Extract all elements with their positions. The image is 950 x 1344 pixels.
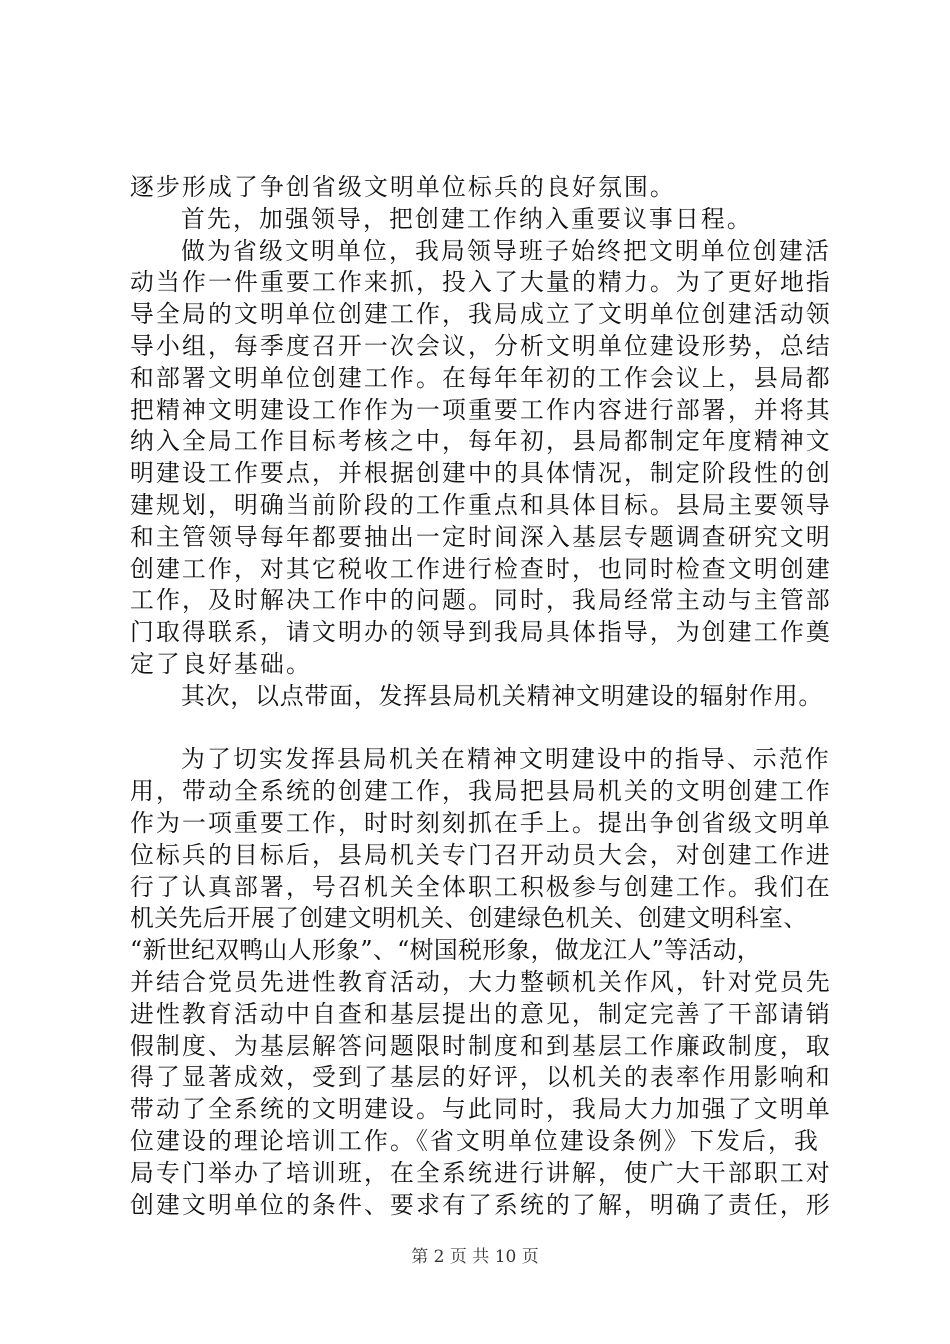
page-number-footer: 第 2 页 共 10 页: [411, 1247, 539, 1267]
text-line: 机关先后开展了创建文明机关、创建绿色机关、创建文明科室、: [130, 904, 808, 933]
text-line: 纳入全局工作目标考核之中，每年初，县局都制定年度精神文: [130, 427, 832, 456]
text-line: 和部署文明单位创建工作。在每年年初的工作会议上，县局都: [130, 363, 832, 392]
text-line: 导全局的文明单位创建工作，我局成立了文明单位创建活动领: [130, 300, 832, 329]
paragraph-heading: 首先，加强领导，把创建工作纳入重要议事日程。: [181, 204, 753, 233]
text-line: 位建设的理论培训工作。《省文明单位建设条例》下发后，我: [130, 1126, 821, 1155]
text-line: 创建文明单位的条件、要求有了系统的了解，明确了责任，形: [130, 1190, 832, 1219]
text-line: 得了显著成效，受到了基层的好评，以机关的表率作用影响和: [130, 1063, 832, 1092]
text-line: 创建工作，对其它税收工作进行检查时，也同时检查文明创建: [130, 554, 832, 583]
text-line: “新世纪双鸭山人形象”、“树国税形象，做龙江人”等活动，: [130, 936, 761, 965]
text-line: 做为省级文明单位，我局领导班子始终把文明单位创建活: [181, 236, 831, 265]
text-line: 进性教育活动中自查和基层提出的意见，制定完善了干部请销: [130, 999, 832, 1028]
text-line: 导小组，每季度召开一次会议，分析文明单位建设形势，总结: [130, 331, 832, 360]
text-line: 作为一项重要工作，时时刻刻抓在手上。提出争创省级文明单: [130, 808, 832, 837]
paragraph-gap: [130, 713, 830, 745]
text-line: 和主管领导每年都要抽出一定时间深入基层专题调查研究文明: [130, 522, 832, 551]
text-line: 明建设工作要点，并根据创建中的具体情况，制定阶段性的创: [130, 459, 832, 488]
text-line: 带动了全系统的文明建设。与此同时，我局大力加强了文明单: [130, 1095, 832, 1124]
paragraph-heading: 其次，以点带面，发挥县局机关精神文明建设的辐射作用。: [181, 681, 824, 710]
text-line: 门取得联系，请文明办的领导到我局具体指导，为创建工作奠: [130, 618, 832, 647]
text-line: 位标兵的目标后，县局机关专门召开动员大会，对创建工作进: [130, 840, 832, 869]
text-line: 定了良好基础。: [130, 649, 312, 678]
text-line: 工作，及时解决工作中的问题。同时，我局经常主动与主管部: [130, 586, 832, 615]
text-line: 逐步形成了争创省级文明单位标兵的良好氛围。: [130, 173, 676, 201]
text-line: 建规划，明确当前阶段的工作重点和具体目标。县局主要领导: [130, 490, 832, 519]
text-line: 用，带动全系统的创建工作，我局把县局机关的文明创建工作: [130, 777, 832, 806]
text-line: 为了切实发挥县局机关在精神文明建设中的指导、示范作: [181, 745, 831, 774]
text-line: 局专门举办了培训班，在全系统进行讲解，使广大干部职工对: [130, 1158, 832, 1187]
document-body: [130, 172, 830, 1221]
text-line: 行了认真部署，号召机关全体职工积极参与创建工作。我们在: [130, 872, 832, 901]
text-line: 动当作一件重要工作来抓，投入了大量的精力。为了更好地指: [130, 268, 832, 297]
text-line: 假制度、为基层解答问题限时制度和到基层工作廉政制度，取: [130, 1031, 832, 1060]
text-line: 把精神文明建设工作作为一项重要工作内容进行部署，并将其: [130, 395, 832, 424]
text-line: 并结合党员先进性教育活动，大力整顿机关作风，针对党员先: [130, 967, 832, 996]
